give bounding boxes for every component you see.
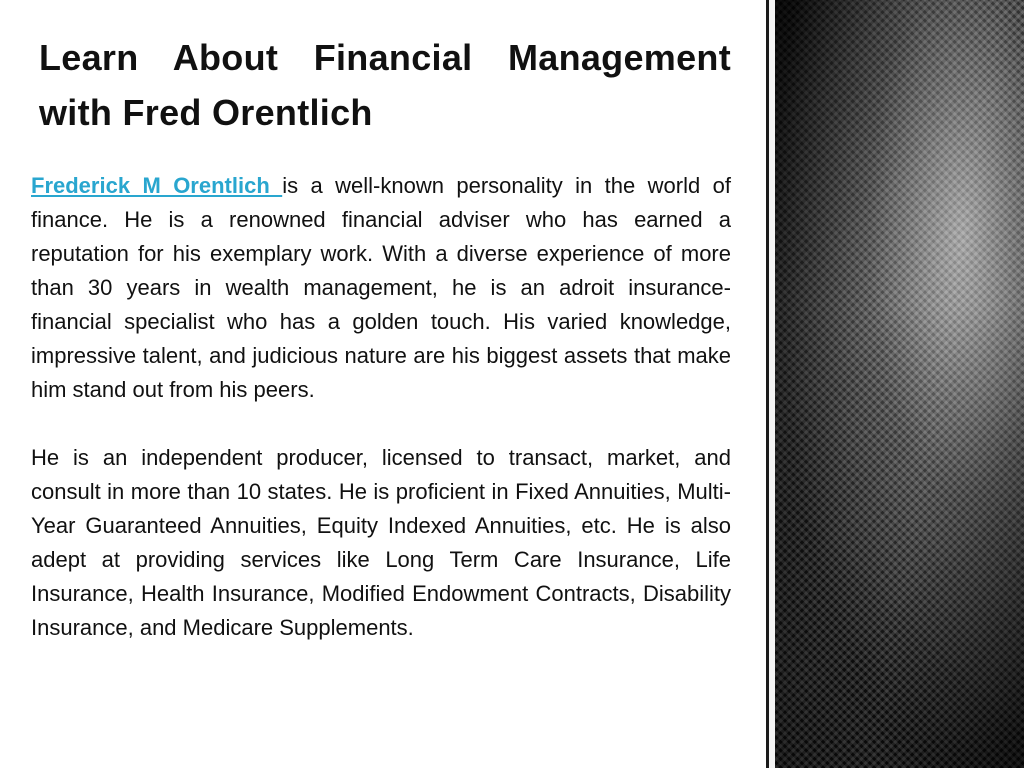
paragraph-intro — [31, 169, 731, 407]
paragraph-services: He is an independent producer, licensed to transact, market, and consult in more than 10 states. He is proficient in Fixed Annuities, Multi-Year Guaranteed Annuities, Equity Indexed Annuities, etc. He is also adept at providing services like Long Term Care Insurance, Life Insurance, Health Insurance, Modified Endowment Contracts, Disability Insurance, and Medicare Supplements. — [31, 445, 731, 640]
title-line-1: Learn About Financial Management — [39, 37, 731, 78]
page-title — [31, 30, 731, 140]
frederick-orentlich-link[interactable]: Frederick M Orentlich — [31, 173, 283, 198]
content-area — [31, 30, 731, 645]
paragraph-intro-text: is a well-known personality in the world of finance. He is a renowned financial adviser who has earned a reputation for his exemplary work. With a diverse experience of more than 30 years in wealth management, he is an adroit insurance-financial specialist who has a golden touch. His varied knowledge, impressive talent, and judicious nature are his biggest assets that make him stand out from his peers. — [31, 173, 731, 402]
title-line-2: with Fred Orentlich — [39, 92, 373, 133]
carbon-fiber-shade — [775, 0, 1024, 768]
